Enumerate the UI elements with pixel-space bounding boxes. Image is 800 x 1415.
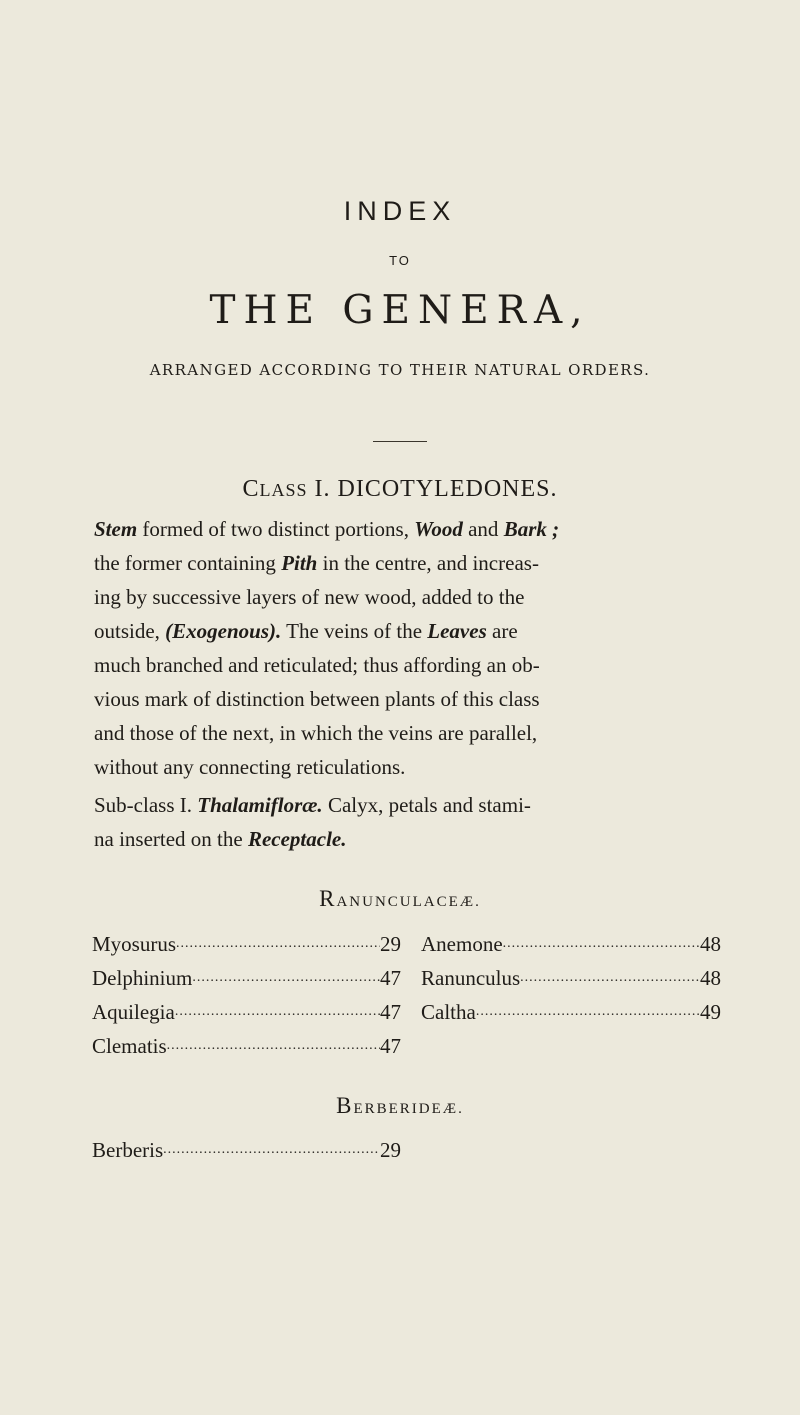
genus-name: Myosurus — [92, 932, 177, 956]
genus-entry — [421, 963, 721, 993]
genus-entry — [92, 963, 401, 993]
genus-name: Caltha — [421, 1000, 476, 1024]
term-leaves: Leaves — [427, 619, 487, 643]
paragraph-line: and those of the next, in which the veins are parallel, — [94, 721, 538, 745]
text-run: and — [462, 517, 504, 541]
family-initial: R — [319, 886, 337, 911]
genus-name: Clematis — [92, 1034, 167, 1058]
genus-entry — [421, 929, 721, 959]
class-name: DICOTYLEDONES. — [337, 476, 558, 502]
page-number: 47 — [380, 1034, 401, 1058]
paragraph-line: much branched and reticulated; thus affording an ob- — [94, 653, 540, 677]
page-number: 48 — [700, 966, 721, 990]
term-stem: Stem — [94, 517, 138, 541]
text-run: Calyx, petals and stami- — [322, 793, 531, 817]
class-word-rest: LASS — [259, 480, 308, 500]
term-bark: Bark ; — [503, 517, 560, 541]
index-title: INDEX — [343, 196, 457, 226]
genus-name: Aquilegia — [92, 1000, 175, 1024]
page-number: 47 — [380, 966, 401, 990]
class-word-initial: C — [242, 476, 260, 502]
genus-entry — [92, 997, 401, 1027]
leader-dots — [176, 929, 380, 959]
text-run: formed of two distinct portions, — [137, 517, 415, 541]
paragraph-line — [94, 822, 714, 856]
term-exogenous: (Exogenous). — [165, 619, 282, 643]
connector-to: TO — [389, 253, 411, 268]
paragraph-line — [94, 546, 714, 580]
family-heading-ranunculaceae — [0, 886, 800, 912]
page-number: 49 — [700, 1000, 721, 1024]
term-pith: Pith — [281, 551, 318, 575]
subclass-paragraph — [94, 788, 714, 856]
class-heading — [0, 476, 800, 503]
class-number: I. — [314, 476, 331, 502]
page-number: 47 — [380, 1000, 401, 1024]
leader-dots — [476, 997, 700, 1027]
genus-name: Ranunculus — [421, 966, 521, 990]
text-run: The veins of the — [281, 619, 428, 643]
family-rest: ERBERIDEÆ. — [353, 1101, 464, 1117]
leader-dots — [192, 963, 380, 993]
genus-entry — [92, 1031, 401, 1061]
term-wood: Wood — [414, 517, 463, 541]
term-receptacle: Receptacle. — [247, 827, 347, 851]
genus-name: Berberis — [92, 1138, 164, 1162]
page-number: 29 — [380, 1138, 401, 1162]
paragraph-line: ing by successive layers of new wood, added to the — [94, 585, 525, 609]
term-thalamiflorae: Thalamifloræ. — [197, 793, 323, 817]
paragraph-line: vious mark of distinction between plants of this class — [94, 687, 540, 711]
divider-rule — [373, 441, 427, 442]
genus-entry — [421, 997, 721, 1027]
stem-description-paragraph — [94, 512, 714, 784]
text-run: Sub-class I. — [94, 793, 198, 817]
leader-dots — [503, 929, 700, 959]
genus-entry — [92, 1135, 401, 1165]
family-heading-berberideae — [0, 1093, 800, 1119]
text-run: the former containing — [94, 551, 282, 575]
page-number: 48 — [700, 932, 721, 956]
subtitle-arranged: ARRANGED ACCORDING TO THEIR NATURAL ORDERS. — [149, 361, 651, 379]
paragraph-line: without any connecting reticulations. — [94, 755, 406, 779]
leader-dots — [520, 963, 700, 993]
genus-entry — [92, 929, 401, 959]
text-run: in the centre, and increas- — [317, 551, 539, 575]
paragraph-line — [94, 788, 714, 822]
family-rest: ANUNCULACEÆ. — [336, 894, 481, 910]
page-number: 29 — [380, 932, 401, 956]
text-run: are — [486, 619, 518, 643]
leader-dots — [175, 997, 380, 1027]
text-run: outside, — [94, 619, 166, 643]
paragraph-line — [94, 512, 714, 546]
family-initial: B — [336, 1093, 354, 1118]
genus-name: Anemone — [421, 932, 503, 956]
leader-dots — [167, 1031, 380, 1061]
leader-dots — [163, 1135, 380, 1165]
genera-title: THE GENERA, — [209, 288, 591, 333]
genus-name: Delphinium — [92, 966, 193, 990]
paragraph-line — [94, 614, 714, 648]
text-run: na inserted on the — [94, 827, 248, 851]
